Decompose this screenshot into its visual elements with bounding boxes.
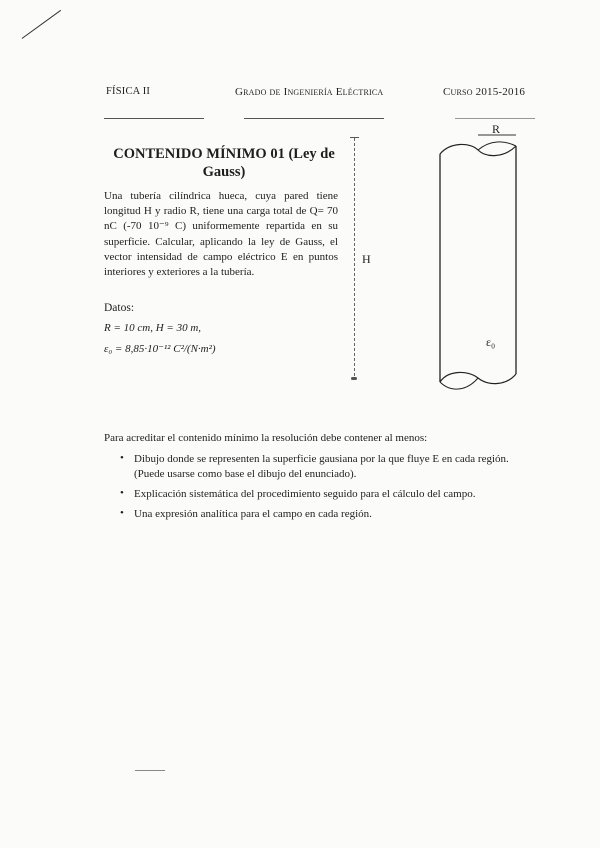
cylinder-bottom-edge-front (440, 378, 478, 389)
problem-statement: Una tubería cilíndrica hueca, cuya pared tiene longitud H y radio R, tiene una carga total de Q= 70 nC (-70 10⁻⁹ C) uniformemente repartida en su superficie. Calcular, aplicando la ley de Gauss, el vector intensidad de campo eléctrico E en puntos interiores y exteriores a la tubería. (104, 190, 338, 279)
data-dimensions: R = 10 cm, H = 30 m, (104, 322, 202, 334)
header-rule (104, 118, 204, 119)
requirements-intro: Para acreditar el contenido mínimo la resolución debe contener al menos: (104, 432, 428, 444)
pen-mark (22, 10, 62, 39)
data-label: Datos: (104, 302, 135, 314)
list-item: • Una expresión analítica para el campo en cada región. (120, 507, 372, 520)
radius-label: R (492, 122, 501, 136)
permittivity-label: ε₀ (486, 335, 496, 349)
cylinder-top-edge-back (478, 142, 516, 150)
data-permittivity: ε₀ = 8,85·10⁻¹² C²/(N·m²) (104, 343, 216, 355)
stray-mark (135, 770, 165, 771)
header-rule (455, 118, 535, 119)
cylinder-figure (430, 120, 540, 395)
course-name: FÍSICA II (106, 86, 151, 97)
list-item: • Dibujo donde se representen la superficie gausiana por la que fluye E en cada región. (Puede usarse como base el dibujo del enunciado). (120, 452, 509, 480)
height-dimension-tick-bottom (351, 377, 357, 380)
list-item: • Explicación sistemática del procedimiento seguido para el cálculo del campo. (120, 487, 476, 500)
requirements-list (120, 452, 515, 527)
height-dimension-line (354, 138, 356, 376)
degree-name: Grado de Ingeniería Eléctrica (235, 86, 384, 98)
problem-title: CONTENIDO MÍNIMO 01 (Ley de Gauss) (113, 146, 335, 180)
height-label: H (362, 252, 371, 266)
header-rule (244, 118, 384, 119)
academic-year: Curso 2015-2016 (443, 86, 526, 98)
